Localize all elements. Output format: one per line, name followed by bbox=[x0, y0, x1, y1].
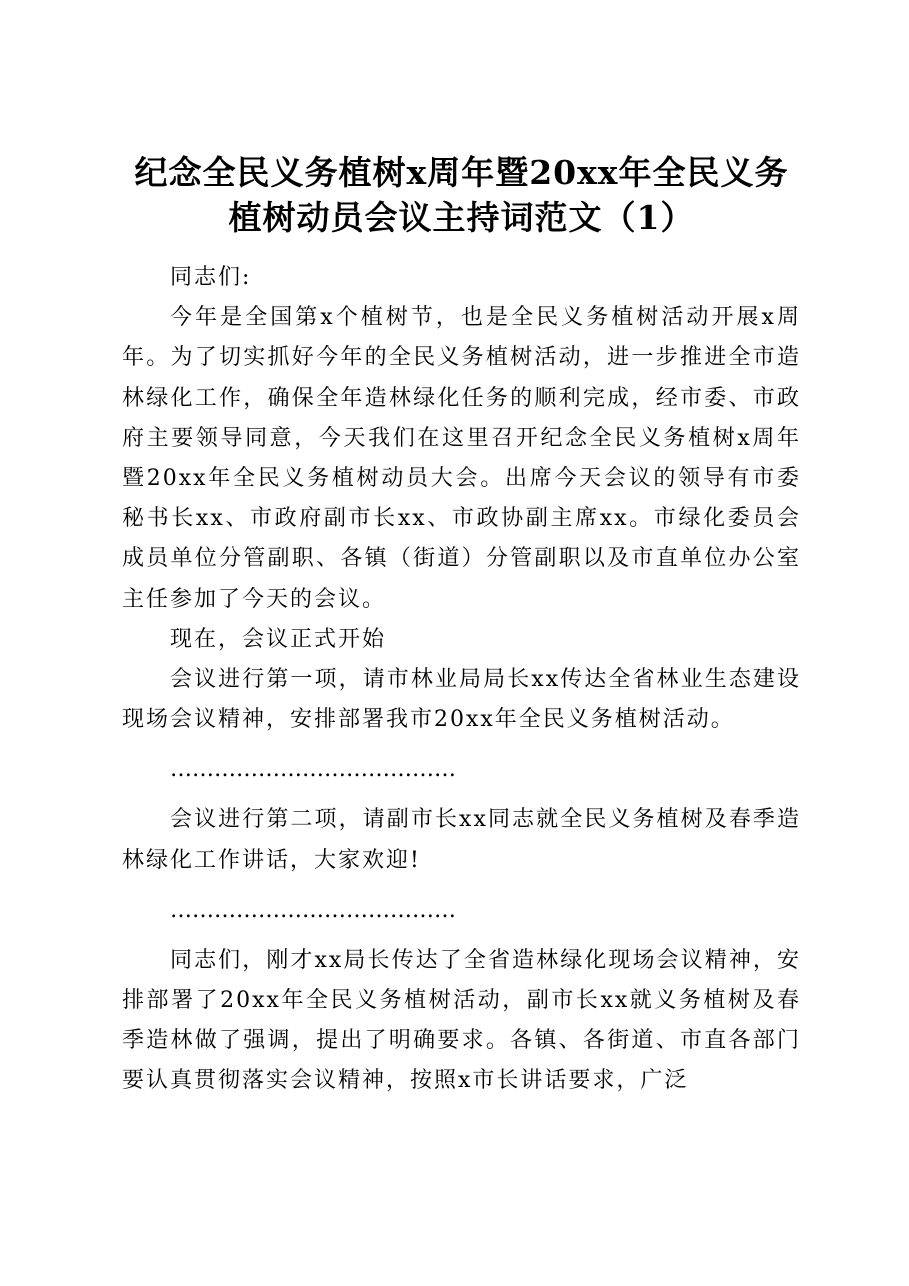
paragraph-meeting-start: 现在，会议正式开始 bbox=[170, 626, 387, 652]
document-body bbox=[122, 258, 801, 1102]
paragraph-intro: 今年是全国第x个植树节，也是全民义务植树活动开展x周年。为了切实抓好今年的全民义务植树活动，进一步推进全市造林绿化工作，确保全年造林绿化任务的顺利完成，经市委、市政府主要领导同意，今天我们在这里召开纪念全民义务植树x周年暨20xx年全民义务植树动员大会。出席今天会议的领导有市委秘书长xx、市政府副市长xx、市政协副主席xx。市绿化委员会成员单位分管副职、各镇（街道）分管副职以及市直单位办公室主任参加了今天的会议。 bbox=[122, 305, 801, 612]
paragraph-item-one: 会议进行第一项，请市林业局局长xx传达全省林业生态建设现场会议精神，安排部署我市20xx年全民义务植树活动。 bbox=[122, 667, 801, 733]
document-title bbox=[122, 150, 801, 240]
ellipsis-separator: ………………………………… bbox=[170, 757, 456, 783]
title-line-2: 植树动员会议主持词范文（1） bbox=[228, 198, 695, 237]
paragraph-item-two: 会议进行第二项，请副市长xx同志就全民义务植树及春季造林绿化工作讲话，大家欢迎! bbox=[122, 807, 801, 873]
title-line-1: 纪念全民义务植树x周年暨20xx年全民义务 bbox=[134, 153, 789, 192]
ellipsis-separator: ………………………………… bbox=[170, 897, 456, 923]
paragraph-summary: 同志们，刚才xx局长传达了全省造林绿化现场会议精神，安排部署了20xx年全民义务植树活动，副市长xx就义务植树及春季造林做了强调，提出了明确要求。各镇、各街道、市直各部门要认真贯彻落实会议精神，按照x市长讲话要求，广泛 bbox=[122, 947, 801, 1094]
salutation: 同志们: bbox=[170, 265, 252, 290]
